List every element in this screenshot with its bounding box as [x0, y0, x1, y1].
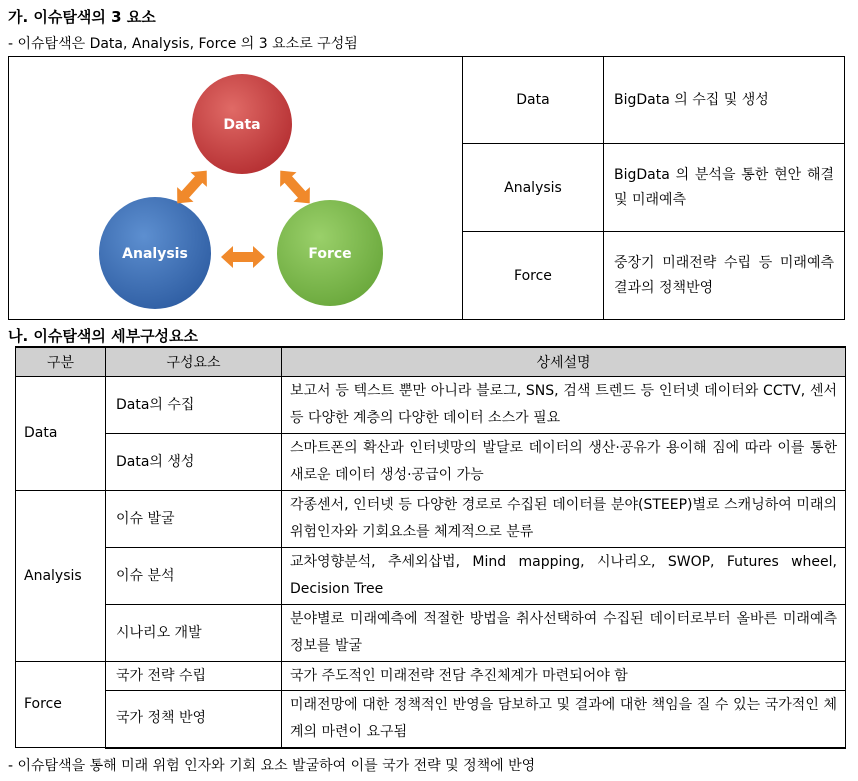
header-component: 구성요소: [106, 347, 282, 377]
section-a-intro: - 이슈탐색은 Data, Analysis, Force 의 3 요소로 구성됨: [8, 36, 358, 52]
analysis-circle-label: Analysis: [122, 246, 188, 262]
detail-cell: 스마트폰의 확산과 인터넷망의 발달로 데이터의 생산·공유가 용이해 짐에 따라 이를 통한 새로운 데이터 생성·공급이 가능: [282, 434, 846, 491]
header-detail: 상세설명: [282, 347, 846, 377]
component-cell: 이슈 분석: [106, 548, 282, 605]
element-name-data: Data: [463, 57, 604, 144]
table-row: [16, 491, 846, 548]
three-elements-table: [8, 56, 845, 320]
table-row: [16, 605, 846, 662]
detail-cell: 국가 주도적인 미래전략 전담 추진체계가 마련되어야 함: [282, 662, 846, 691]
detail-cell: 보고서 등 텍스트 뿐만 아니라 블로그, SNS, 검색 트렌드 등 인터넷 데이터와 CCTV, 센서 등 다양한 계층의 다양한 데이터 소스가 필요: [282, 377, 846, 434]
component-cell: 이슈 발굴: [106, 491, 282, 548]
category-analysis: Analysis: [16, 491, 106, 662]
component-cell: Data의 수집: [106, 377, 282, 434]
table-row: [16, 691, 846, 748]
element-desc-analysis: BigData 의 분석을 통한 현안 해결 및 미래예측: [604, 144, 845, 232]
component-cell: Data의 생성: [106, 434, 282, 491]
category-force: Force: [16, 662, 106, 748]
section-b-heading: 나. 이슈탐색의 세부구성요소: [8, 327, 199, 345]
component-cell: 국가 전략 수립: [106, 662, 282, 691]
component-cell: 시나리오 개발: [106, 605, 282, 662]
detail-table: [15, 346, 846, 749]
category-data: Data: [16, 377, 106, 491]
force-circle-label: Force: [308, 246, 352, 262]
section-a-heading: 가. 이슈탐색의 3 요소: [8, 8, 156, 26]
table-row: [16, 548, 846, 605]
data-circle-label: Data: [223, 117, 261, 133]
detail-cell: 각종센서, 인터넷 등 다양한 경로로 수집된 데이터를 분야(STEEP)별로 스캐닝하여 미래의 위험인자와 기회요소를 체계적으로 분류: [282, 491, 846, 548]
table-row: [16, 377, 846, 434]
detail-cell: 교차영향분석, 추세외삽법, Mind mapping, 시나리오, SWOP, Futures wheel, Decision Tree: [282, 548, 846, 605]
arrow-analysis-force-icon: [221, 246, 265, 268]
diagram-cell: [9, 57, 463, 320]
element-desc-data: BigData 의 수집 및 생성: [604, 57, 845, 144]
three-elements-diagram: [9, 57, 462, 320]
table-row: [16, 662, 846, 691]
component-cell: 국가 정책 반영: [106, 691, 282, 748]
element-name-analysis: Analysis: [463, 144, 604, 232]
element-desc-force: 중장기 미래전략 수립 등 미래예측 결과의 정책반영: [604, 232, 845, 320]
section-b-footer: - 이슈탐색을 통해 미래 위험 인자와 기회 요소 발굴하여 이를 국가 전략 및 정책에 반영: [8, 758, 536, 774]
element-name-force: Force: [463, 232, 604, 320]
detail-cell: 분야별로 미래예측에 적절한 방법을 취사선택하여 수집된 데이터로부터 올바른 미래예측 정보를 발굴: [282, 605, 846, 662]
detail-cell: 미래전망에 대한 정책적인 반영을 담보하고 및 결과에 대한 책임을 질 수 있는 국가적인 체계의 마련이 요구됨: [282, 691, 846, 748]
header-category: 구분: [16, 347, 106, 377]
table-row: [16, 434, 846, 491]
